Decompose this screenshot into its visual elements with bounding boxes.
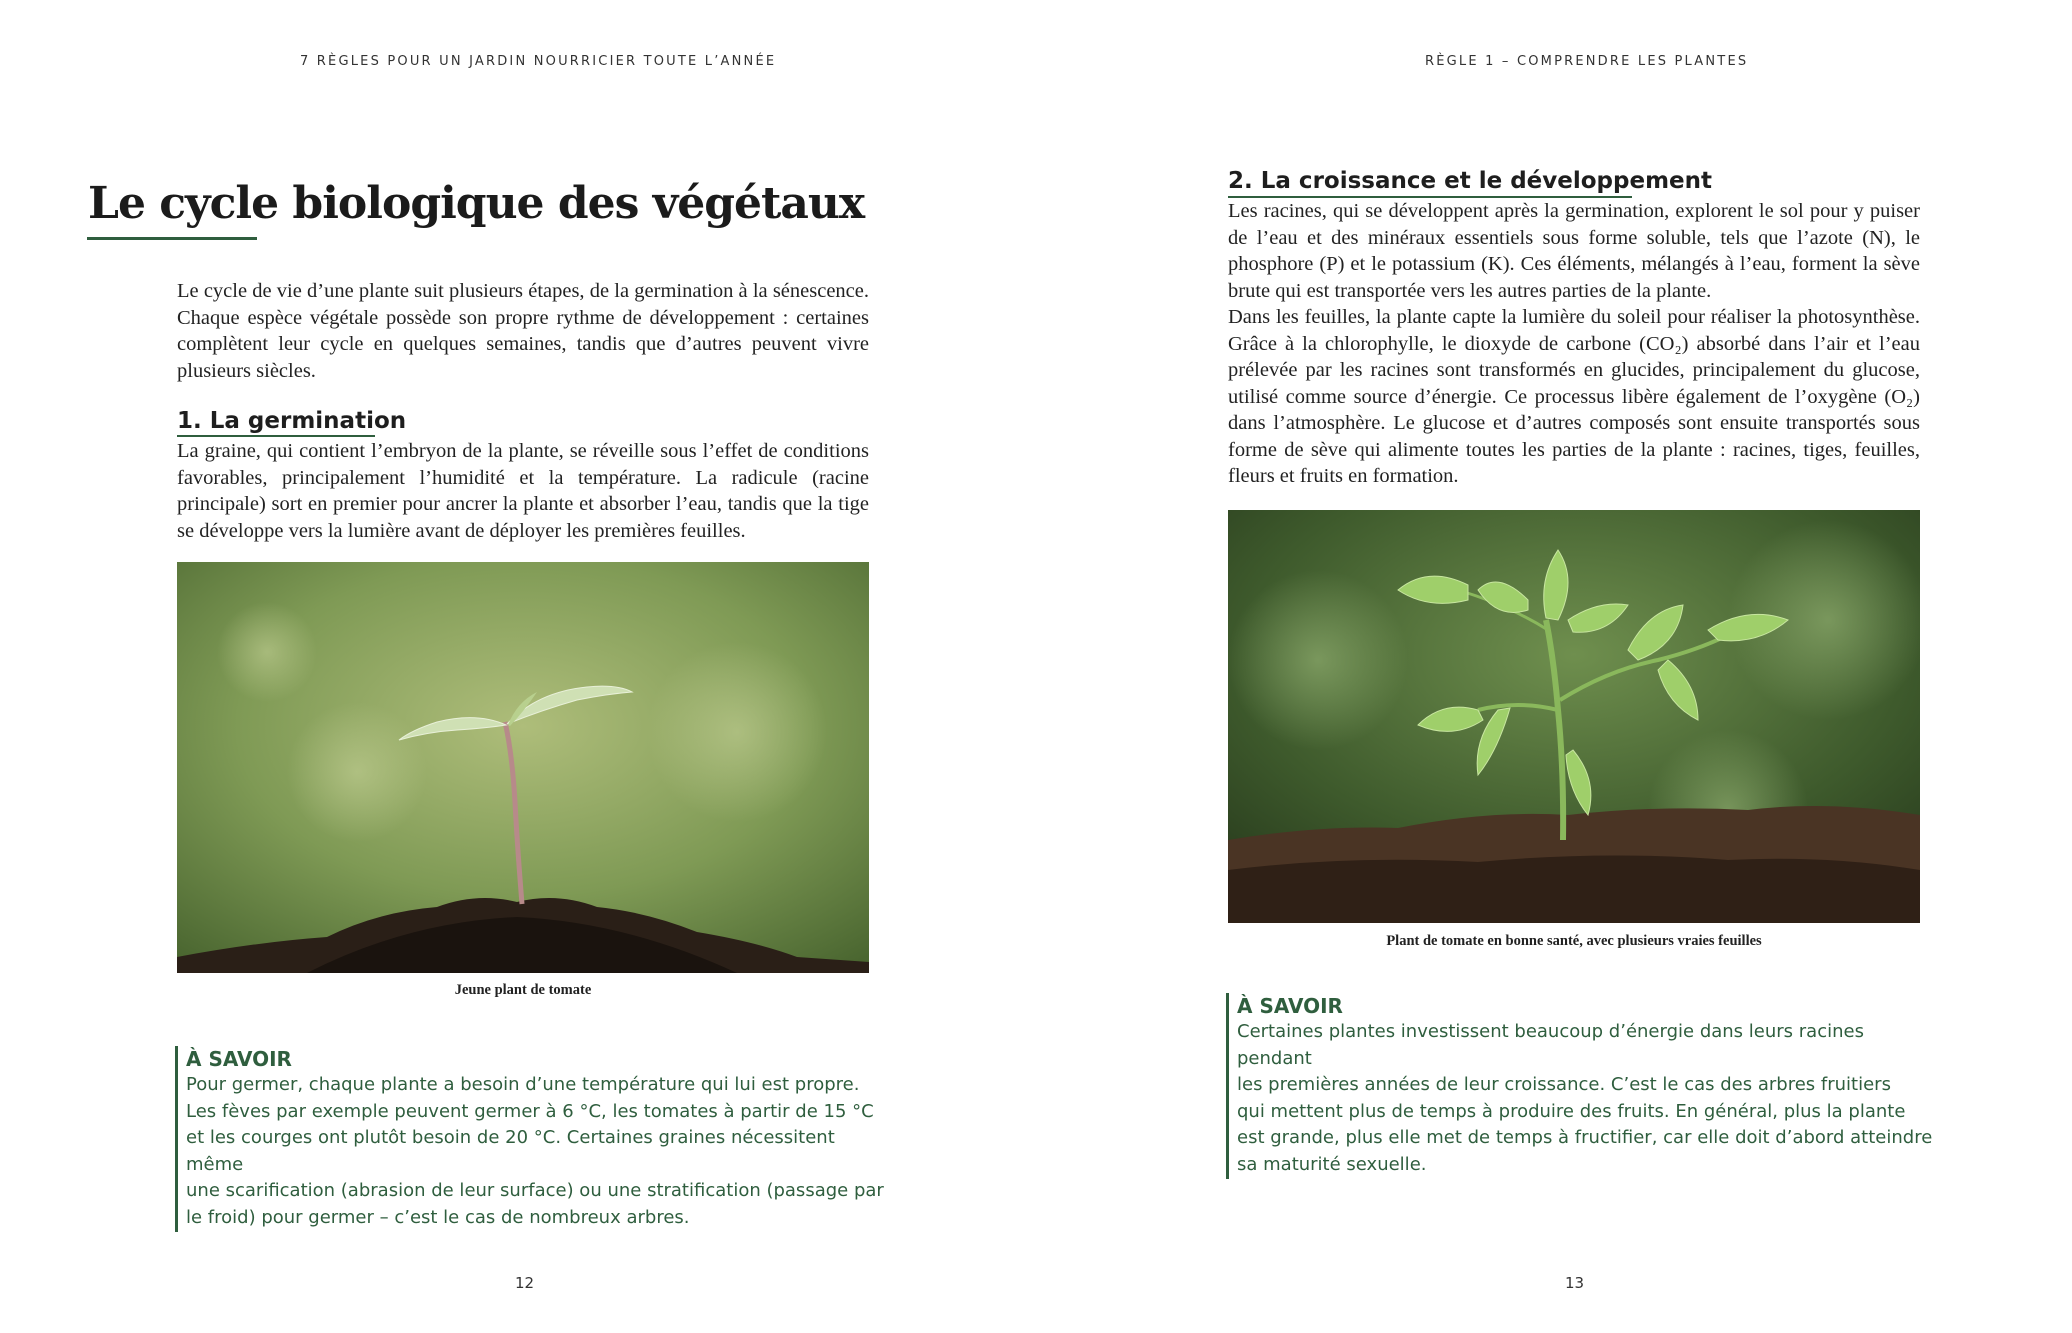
page-number-left: 12	[515, 1274, 535, 1292]
tomato-plant-photo	[1228, 510, 1920, 923]
a-savoir-text: Pour germer, chaque plante a besoin d’une température qui lui est propre. Les fèves par exemple peuvent germer à 6 °C, les tomates à partir de 15 °C et les courges ont plutôt besoin de 20 °C. Certaines graines nécessitent même une scarification (abrasion de leur surface) ou une stratification (passage par le froid) pour germer – c’est le cas de nombreux arbres.	[186, 1074, 884, 1228]
section-underline	[177, 435, 375, 437]
seedling-photo	[177, 562, 869, 973]
intro-paragraph: Le cycle de vie d’une plante suit plusieurs étapes, de la germination à la sénescence. Chaque espèce végétale possède son propre rythme de développement : certaines complètent leur cycle en quelques semaines, tandis que d’autres peuvent vivre plusieurs siècles.	[177, 280, 869, 382]
title-underline	[87, 237, 257, 240]
a-savoir-text: Certaines plantes investissent beaucoup d’énergie dans leurs racines pendant les premières années de leur croissance. C’est le cas des arbres fruitiers qui mettent plus de temps à produire des fruits. En général, plus la plante est grande, plus elle met de temps à fructifier, car elle doit d’abord atteindre sa maturité sexuelle.	[1237, 1021, 1933, 1175]
photo-caption-left: Jeune plant de tomate	[454, 982, 592, 998]
photo-caption-right: Plant de tomate en bonne santé, avec plusieurs vraies feuilles	[1386, 933, 1762, 949]
a-savoir-box-right	[1226, 993, 1937, 1179]
a-savoir-box-left	[175, 1046, 886, 1232]
section-title-germination: 1. La germination	[177, 408, 407, 434]
germination-paragraph: La graine, qui contient l’embryon de la plante, se réveille sous l’effet de conditions favorables, principalement l’humidité et la température. La radicule (racine principale) sort en premier pour ancrer la plante et absorber l’eau, tandis que la tige se développe vers la lumière avant de déployer les premières feuilles.	[177, 440, 869, 542]
croissance-paragraph-2: Dans les feuilles, la plante capte la lumière du soleil pour réaliser la photosynthèse. Grâce à la chlorophylle, le dioxyde de carbone (CO₂) absorbé dans l’air et l’eau prélevée par les racines sont transformés en glucides, principalement du glucose, utilisé comme source d’énergie. Ce processus libère également de l’oxygène (O₂) dans l’atmosphère. Le glucose et d’autres composés sont ensuite transportés sous forme de sève qui alimente toutes les parties de la plante : racines, tiges, feuilles, fleurs et fruits en formation.	[1228, 306, 1920, 487]
running-head-left: 7 RÈGLES POUR UN JARDIN NOURRICIER TOUTE L’ANNÉE	[300, 54, 777, 69]
right-page	[1036, 0, 2072, 1333]
page-title: Le cycle biologique des végétaux	[88, 178, 865, 229]
running-head-right: RÈGLE 1 – COMPRENDRE LES PLANTES	[1425, 54, 1749, 69]
a-savoir-title: À SAVOIR	[186, 1047, 292, 1071]
section-title-croissance: 2. La croissance et le développement	[1228, 168, 1712, 194]
page-number-right: 13	[1565, 1274, 1585, 1292]
a-savoir-title: À SAVOIR	[1237, 994, 1343, 1018]
croissance-paragraph-1: Les racines, qui se développent après la germination, explorent le sol pour y puiser de l’eau et des minéraux essentiels sous forme soluble, tels que l’azote (N), le phosphore (P) et le potassium (K). Ces éléments, mélangés à l’eau, forment la sève brute qui est transportée vers les autres parties de la plante.	[1228, 200, 1920, 302]
